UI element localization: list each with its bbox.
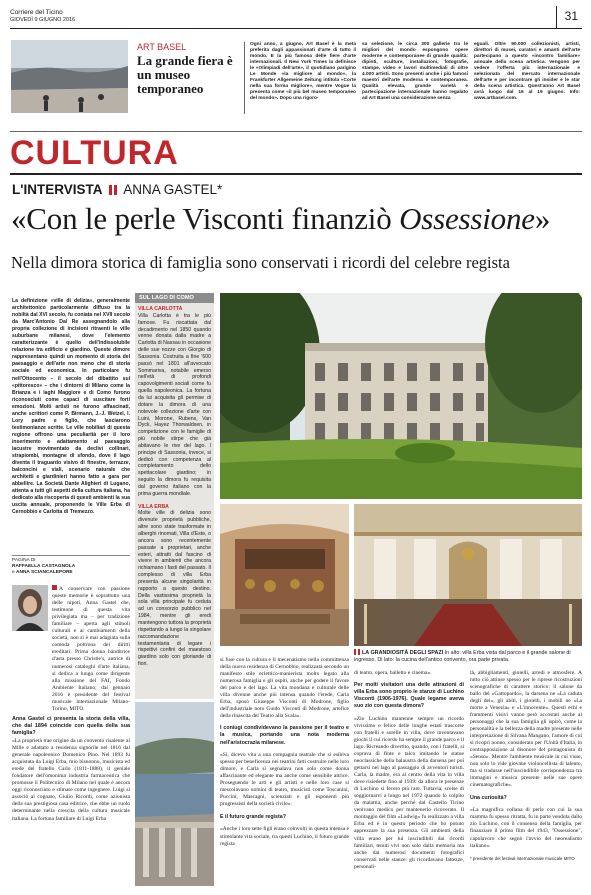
byline-label: PAGINA DI: [12, 558, 36, 563]
teaser-col-3: eguali. Oltre 90.000 collezionisti, artisti, direttori di musei, curatori e amanti dell'arte partecipano a questo «incontro familiare» annuale della scena artistica. Vengono per vedere l'offerta più internazionale e selezionata del mercato internazionale dell'arte e per incontrare gli insider e le star della scena artistica. Quest'anno Art Basel avrà luogo dal 16 al 19 giugno. Info: www.artbasel.com.: [474, 42, 580, 101]
caption-bars-icon: [354, 649, 360, 655]
lake-como-view-photo: [135, 702, 214, 886]
grand-hall-photo: [354, 504, 582, 646]
answer-1: «La proprietà trae origine da un convento risalente al Mille e adattato a residenza signorile nel 1816 dal generale napoleonico Domenico Pino. Nel 1893 fu acquistata da Luigi Erba, mio bisnonno, musicista ed erede del fratello Carlo (1811-1888), il geniale fondatore dell'omonima industria farmaceutica che promosse il Politecnico di Milano nel quale è ancora oggi riconosciuto e stimato come ingegnere. Luigi si associò al cognato, Giulio Ricordi, come azionista della sua prestigiosa casa editrice, che ebbe un ruolo determinante nella crescita della cultura musicale italiana. La fortuna familiare di Luigi Erba: [12, 737, 130, 822]
page-number-divider: [556, 6, 557, 28]
col-b-text-2: «Sì, dicevo vita a una compagnia teatrale che si esibiva spesso per beneficenza nei teatrini fatti costruire nelle loro dimore, e Carla si segnalava non solo come donna affascinante ed elegante ma anche come sensibile attrice. Proseguendo le arti e gli artisti e nelle loro case si mescolavano uomini di teatro, musicisti come Toscanini, Puccini, Mascagni, scienziati e gli esponenti più progressisti della società civile».: [220, 752, 349, 808]
headline-text: «Con le perle Visconti finanziò: [11, 201, 400, 236]
page-number: 31: [564, 9, 578, 23]
convent-kitchen-photo: [220, 504, 349, 646]
article-col-b: [220, 651, 349, 853]
section-title: CULTURA: [10, 134, 179, 172]
sidebar-heading-erba: VILLA ERBA: [138, 503, 169, 510]
sidebar-text-carlotta: Villa Carlotta è tra le più famose. Fu riscattata dal decadimento nel 1850 quando venne donata dalla madre a Carlotta di Nassau in occasione delle sue nozze con Giorgio di Sassonia. Costruita a fine '600 passò nel 1801 all'avvocato Sommariva, notabile emerso nell'età di profondi capovolgimenti sociali come fu quella napoleonica. La fortuna da lui acquisita gli permise di dotare la dimora di una notevole collezione d'arte con Luini, Morone, Rubens, Van Dyck, Hayez Thorwaldsen, in competizione con le famiglie di più nobile stirpe che già abitavano le rive del lago. I principe di Sassonia, invece, si dedicò con competenza al completamento dello spettacolare giardino; in seguito la dimora fu requisita dal governo italiano con la prima guerra mondiale.: [138, 312, 211, 497]
col-c-text-2: «Zio Luchino mantenne sempre un ricordo vivissimo e felice delle lunghe estati trascorse con fratelli e sorelle in villa, dove inventavano giochi il cui ricordo ha sempre il grande parco e il lago. Ricreando divertito, quando, con i fratelli, si coprava di finte e talco imitando le statue neoclassiche della balaustra della darsena per poi gettarsi nel lago al passaggio di avventori turisti. Carla, la madre, era al centro della vita in villa dove risiedette fino al 1939: da allora le presenze di Luchino si fecero più rare. Tuttavia, scelse di soggiornarvi a lungo nel 1972 quando lo colpito da malattia, anche perché dal Castello Ticino venivano medico per mantenerlo ricoverato. Il montaggio del film «Ludwig» fu realizzato a villa Erba ed è in questo periodo che ho potuto apprezzare la sua presenza. Gli ambienti della villa erano per lui inscindibili dai ricordi familiari, tenuti vivi non solo dalla memoria ma anche dai numerosi documenti fotografici conservati nelle stanze: gli ricordavano fattezze, personali-: [354, 715, 464, 870]
col-d-question: Una curiosità?: [470, 794, 507, 801]
red-bullet-icon: [52, 585, 57, 590]
footnote: * presidente del festival internazionale musicale MITO: [470, 856, 575, 862]
teaser-divider: [244, 42, 245, 114]
kicker-name: ANNA GASTEL*: [123, 182, 223, 197]
headline-end: »: [534, 201, 551, 236]
interview-headline: [11, 200, 550, 238]
masthead-rule: [10, 28, 582, 29]
interview-quote-column: [12, 585, 130, 823]
col-c-question: Per molti visitatori una delle attrazioni di villa Erba sono proprio le stanze di Luchino Visconti (1906-1976). Quale legame aveva suo zio con questa dimora?: [354, 682, 464, 710]
interview-subheadline: Nella dimora storica di famiglia sono conservati i ricordi del celebre regista: [11, 253, 510, 272]
col-b-question-2: E il futuro grande regista?: [220, 813, 286, 820]
sidebar-text-erba: Molte ville di delizia sono divenute proprietà pubbliche, altre sono state trasformate in alberghi rinomati, Villa d'Este, o ancora sono recentemente passate a proprietari, anche esteri, attratti dal fascino di vivere in ambienti che ancora richiamano i fasti del passato. Il complesso di villa Erba presenta alcune singolarità in rapporto a questo destino. Della vastissima proprietà la sola villa principale fu ceduta ad un consorzio pubblico nel 1984, mentre gli eredi mantengono tuttora la proprietà rispettando a lungo la singolare raccomandazione testamentaria di legare i rispettivi confini del maestoso giardino solo con gloriande di fiori.: [138, 510, 211, 668]
teaser-col-2: sa selezione, le circa 300 gallerie tra le migliori del mondo espongono opere moderne e contemporanee di grande qualità: dipinti, sculture, installazioni, fotografie, stampe, video e lavori multimediali di oltre 4.000 artisti. Sono presenti anche i più famosi maestri dell'arte moderna e contemporanea. Qualità elevata, grande varietà e partecipazione internazionale hanno regalato ad Art Basel una considerazione senza: [362, 42, 468, 101]
byline-rule: [12, 555, 130, 556]
photo-caption: [354, 649, 582, 664]
anna-intro-text: A conservare con passione queste memorie è soprattutto una delle nipoti, Anna Gastel che, testimone di questa vita privilegiata ma – per tradizione familiare – aperta agli stimoli culturali e ai cambiamenti della società, non si è mai adagiata sulla comoda poltrona dei diritti ereditari. Prima donna banditrice d'asta presso Christie's, autrice di numerosi cataloghi d'arte italiana, si dedica a lungo come dirigente alla missione del FAI, Fondo Ambiente Italiano; dal gennaio 2016 è presidente del festival musicale internazionale Milano-Torino, MITO.: [52, 586, 130, 712]
kicker-bars-icon: [109, 185, 117, 195]
sidebar-header: SUL LAGO DI COMO: [135, 293, 214, 303]
teaser-kicker: ART BASEL: [137, 42, 187, 52]
byline-author-1: RAFFAELLA CASTAGNOLA: [12, 564, 76, 569]
sidebar-content: [138, 306, 211, 668]
art-basel-photo: [11, 40, 128, 113]
col-b-question: I coniugi condividevano la passione per il teatro e la musica, portando una nota moderna nell'aristocrazia milanese.: [220, 725, 349, 746]
caption-text: In alto: villa Erba vista dal parco e il grande salone di ingresso. Di lato: la cucina dell'antico convento, ora parte privata.: [354, 650, 571, 663]
section-rule-top: [10, 131, 582, 132]
col-b-text-1: si fuse con la cultura e il mecenatismo nella committenza della nuova residenza di Cernobbio, realizzata secondo un manifesto stile eclettico-manierista molto legato alla numerosa famiglia e gli ospiti, anche per godere il favore del parco e del lago. La vita mondana e culturale delle villa divenne anche più intensa quando l'erede, Carla Erba, sposò Giuseppe Visconti di Modrone, figlio dell'industriale noto Guido Visconti di Modrone, artefice della rinascita del Teatro alla Scala».: [220, 656, 349, 719]
article-col-d: [470, 664, 582, 867]
col-c-text-1: di teatro, opera, balletto e cinema».: [354, 669, 432, 676]
paper-name: Corriere del Ticino: [10, 9, 63, 16]
teaser-col-1: Ogni anno, a giugno, Art Basel è la meta preferita dagli appassionati d'arte di tutto il mondo. E la più famosa delle fiere d'arte internazionali. Il New York Times la definisce le «Olimpiadi dell'arte», il quotidiano parigino Le Monde «la migliore al mondo», la Frankfurter Allgemeine Zeitung intitola «Corte nella sua forma migliore», mentre Vogue la presenta come «il più bel museo temporaneo del mondo». Dopo una rigoro-: [250, 42, 356, 101]
col-d-text-1: tà, abbigliamenti, gioielli, arredi e atmosfere. A tutto ciò attinse spesso per le riprese ricostruzioni scenografiche di carattere storico: il salone da ballo del «Gattopardo», la darsena ne «La caduta degli dei», gli abiti, i gioielli, i mobili ne «La morte a Venezia» e «L'innocente». Questi echi e frammenti visivi vanno però accostati anche ai personaggi che la sua famiglia gli ispirò, come la personalità e la bellezza della madre presente nelle interpretazione di Silvana Mangano, l'amore di cui si ricoprì nonno, considerato per l'Unità d'Italia, in contrapposizione al disonore del protagonista di «Senso». Mentre l'ambiente musicale in cui visse, non solo lo vide giovane violoncellista di talento, ma si tradusse nell'inscindibile corrispondenza tra immagini e musica presente nelle sue opere cinematografiche».: [470, 669, 582, 789]
interview-kicker: [12, 182, 222, 197]
article-col-c: [354, 664, 464, 876]
caption-label: LA GRANDIOSITÀ DEGLI SPAZI: [362, 650, 444, 656]
byline-author-2: ANNA SCIANCALEPORE: [16, 570, 73, 575]
kicker-label: L'INTERVISTA: [12, 182, 103, 197]
intro-paragraph: La definizione «ville di delizia», generalmente architettonico particolarmente diffuso tra la nobiltà dal XVI secolo, fu coniata nel XVII secolo da Marc'Antonio Dal Re assegnandolo alla propria collezione di incisioni ritraenti le ville suburbane milanesi, dove l'elemento caratterizzante è quello dell'indissolubile relazione tra edificio e giardino. Queste dimore rappresentano quindi un momento di storia del paesaggio e dell'arte non meno che di storia sociale ed economica. In particolare fu nell'Ottocento – il secolo del dibattito sul «pittoresco» – che i dintorni di Milano come la Brianza e i laghi Maggiore e di Como furono riconosciuti come capaci di suscitare forti emozioni. Molti artisti ne furono affascinati, anche scrittori come P. Birmann, J.-J. Wetzel, I. Lory padre e figlio, che lasciarono testimonianze scritte. Le ville nobiliari di questa regione offrono una peculiarità per il loro inserimento e adattamento al paesaggio lacustre movimentato da declivi collinari, strapiombi, montagne di sfondo, dove il lago diventa il traguardo visivo di finestre, terrazze, balconcini e viali, scenario naturale che architetti e giardinieri hanno fatto a gara per abbellire. La Società Dante Alighieri di Lugano, attenta a tutti gli aspetti della cultura italiana, ha dedicato alla riscoperta di questi ambienti la sua uscita annuale, proponendo le Ville Erba di Cernobbio e Carlotta di Tremezzo.: [12, 298, 130, 516]
issue-date: GIOVEDÌ 9 GIUGNO 2016: [10, 17, 76, 23]
villa-erba-park-photo: [220, 293, 582, 499]
question-1: Anna Gastel ci presenta la storia della villa, che dal 1894 coincide con quella della sua famiglia?: [12, 715, 130, 736]
byline: [12, 558, 75, 576]
col-b-text-3: «Anche i loro sette figli erano coinvolti in questa intensa e stimolante vita sociale, tra questi Luchino, il futuro grande regista: [220, 826, 349, 847]
byline-conjunction: e: [12, 570, 15, 575]
sidebar-heading-carlotta: VILLA CARLOTTA: [138, 306, 183, 312]
teaser-headline: La grande fiera è un museo temporaneo: [137, 53, 233, 96]
headline-film-title: Ossessione: [399, 201, 535, 236]
section-rule-bottom: [10, 173, 582, 175]
col-d-text-2: «La magnifica collana di perle con cui la sua mamma fu spesso ritratta, fu in parte venduta dallo zio Luchino, con il consenso della famiglia, per finanziare il primo film del 1943, "Ossessione", capolavoro che segnò l'avvio del neorealismo italiano».: [470, 807, 582, 849]
